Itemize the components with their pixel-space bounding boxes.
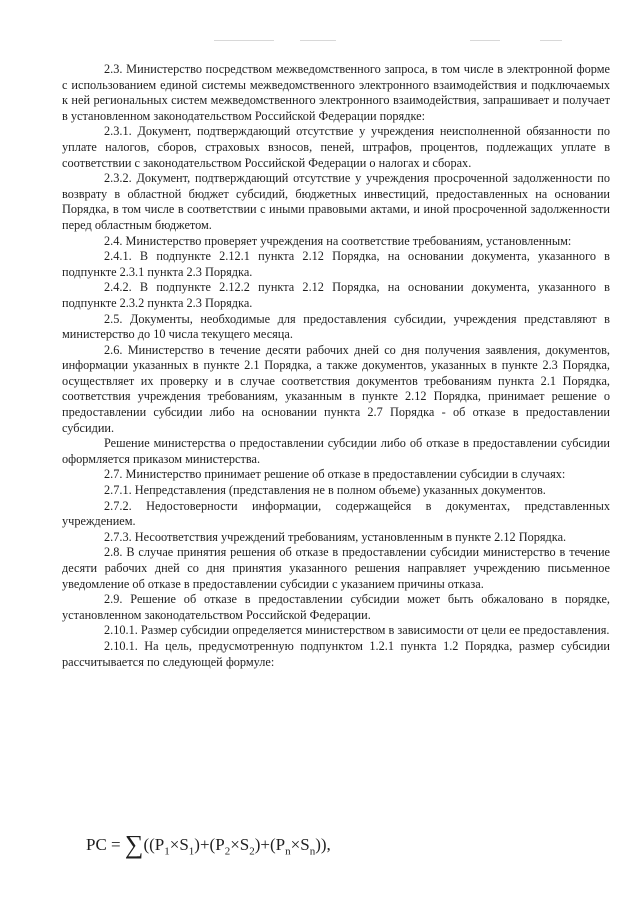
paragraph-2-6: 2.6. Министерство в течение десяти рабочих дней со дня получения заявления, документов, информации указанных в пункте 2.1 Порядка, а также документов, указанных в пункте 2.3 Порядка, осуществляет их проверку и в случае соответствия документов требованиям пункта 2.1 Порядка, соответствия учреждения требованиям, указанным в пункте 2.12 Порядка, принимает решение о предоставлении субсидии либо на основании пункта 2.7 Порядка - об отказе в предоставлении субсидии. [62,342,610,435]
paragraph-2-4-2: 2.4.2. В подпункте 2.12.2 пункта 2.12 Порядка, на основании документа, указанного в подпункте 2.3.2 пункта 2.3 Порядка. [62,280,610,310]
paragraph-2-10-1: 2.10.1. На цель, предусмотренную подпунктом 1.2.1 пункта 1.2 Порядка, размер субсидии рассчитывается по следующей формуле: [62,638,610,669]
paragraph-2-9: 2.9. Решение об отказе в предоставлении субсидии может быть обжаловано в порядке, установленном законодательством Российской Федерации. [62,592,610,622]
sigma-symbol: ∑ [124,830,144,859]
formula-equals: = [111,835,121,854]
scan-artifact [540,40,562,41]
paragraph-2-7-1: 2.7.1. Непредставления (представления не в полном объеме) указанных документов. [104,483,546,498]
formula-term-n: $P_n\times S_n$ [275,835,316,858]
paragraph-2-7-3: 2.7.3. Несоответствия учреждений требованиям, установленным в пункте 2.12 Порядка. [104,529,567,544]
paragraph-2-7: 2.7. Министерство принимает решение об отказе в предоставлении субсидии в случаях: [104,467,566,482]
scan-artifact [300,40,336,41]
formula-close: )), [315,835,331,854]
paragraph-2-5: 2.5. Документы, необходимые для предоставления субсидии, учреждения представляют в министерство до 10 числа текущего месяца. [62,311,610,342]
scan-artifact [214,40,274,41]
formula-term-2: $P_2\times S_2$ [215,835,255,858]
paragraph-2-3: 2.3. Министерство посредством межведомственного запроса, в том числе в электронной форме с использованием единой системы межведомственного электронного взаимодействия и подключаемых к ней региональных систем межведомственного электронного взаимодействия, запрашивает и получает в установленном законодательством Российской Федерации порядке: [62,62,610,123]
paragraph-2-4-1: 2.4.1. В подпункте 2.12.1 пункта 2.12 Порядка, на основании документа, указанного в подпункте 2.3.1 пункта 2.3 Порядка. [62,249,610,279]
paragraph-2-8: 2.8. В случае принятия решения об отказе в предоставлении субсидии министерство в течение десяти рабочих дней со дня принятия указанного решения направляет учреждению письменное уведомление об отказе в предоставлении субсидии с указанием причины отказа. [62,545,610,591]
paragraph-2-3-1: 2.3.1. Документ, подтверждающий отсутствие у учреждения неисполненной обязанности по уплате налогов, сборов, страховых взносов, пеней, штрафов, процентов, подлежащих уплате в соответствии с законодательством Российской Федерации о налогах и сборах. [62,124,610,170]
paragraph-2-3-2: 2.3.2. Документ, подтверждающий отсутствие у учреждения просроченной задолженности по возврату в областной бюджет субсидий, бюджетных инвестиций, предоставленных на основании Порядка, в том числе в соответствии с иными правовыми актами, и иной просроченной задолженности перед областным бюджетом. [62,171,610,232]
paragraph-2-7-2: 2.7.2. Недостоверности информации, содержащейся в документах, представленных учреждением. [62,498,610,529]
document-body [62,62,610,670]
scan-artifact [470,40,500,41]
formula-term-1: $P_1\times S_1$ [154,835,195,858]
paragraph-2-4: 2.4. Министерство проверяет учреждения на соответствие требованиям, установленным: [104,233,572,248]
formula-open: (( [143,835,155,854]
formula-lhs: PC [86,835,107,854]
paragraph-2-10: 2.10.1. Размер субсидии определяется министерством в зависимости от цели ее предоставления. [104,623,610,638]
subsidy-formula: PC = $\sum((P_1\times S_1)+(P_2\times S_2)+(P_n\times S_n))$, [86,830,331,859]
paragraph-decision: Решение министерства о предоставлении субсидии либо об отказе в предоставлении субсидии оформляется приказом министерства. [62,436,610,466]
